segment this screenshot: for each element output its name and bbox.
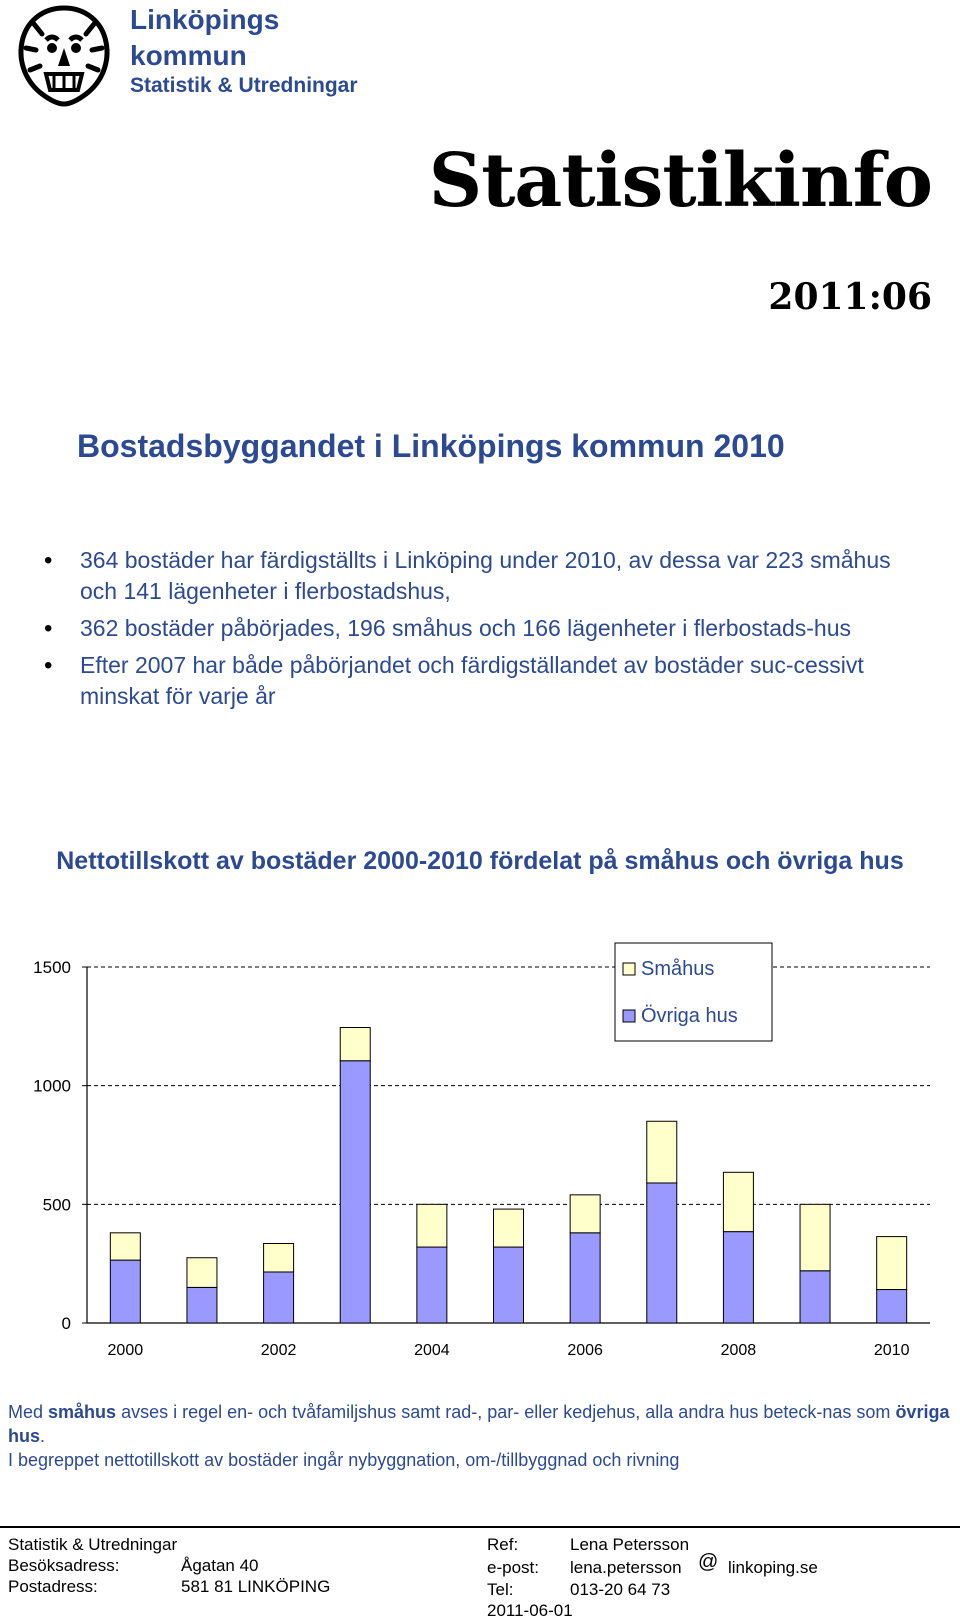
- bar-smahus: [340, 1028, 370, 1061]
- y-tick-label: 1000: [33, 1076, 71, 1096]
- bar-ovriga-hus: [340, 1061, 370, 1323]
- y-tick-label: 1500: [33, 958, 71, 977]
- bar-smahus: [264, 1243, 294, 1271]
- footer-email-domain[interactable]: linkoping.se: [728, 1558, 818, 1577]
- term-ovriga-hus: övriga hus: [8, 1402, 950, 1446]
- footer-tel-number: 013-20 64 73: [570, 1580, 671, 1599]
- bar-ovriga-hus: [570, 1233, 600, 1323]
- org-department: Statistik & Utredningar: [130, 74, 358, 97]
- bar-smahus: [877, 1237, 907, 1290]
- stacked-bar-chart: [0, 920, 960, 1359]
- bar-ovriga-hus: [264, 1272, 294, 1323]
- legend-label: Småhus: [641, 958, 715, 980]
- bar-smahus: [723, 1172, 753, 1231]
- footer-email-user[interactable]: lena.petersson: [570, 1558, 682, 1577]
- bar-smahus: [800, 1204, 830, 1270]
- y-tick-label: 0: [61, 1314, 71, 1333]
- footer-ref-label: Ref:: [487, 1535, 519, 1554]
- x-tick-label: 2004: [414, 1342, 450, 1359]
- bar-smahus: [110, 1233, 140, 1260]
- footer-tel-label: Tel:: [487, 1580, 514, 1599]
- bar-smahus: [187, 1258, 217, 1288]
- issue-number: 2011:06: [768, 276, 932, 318]
- x-tick-label: 2002: [260, 1342, 297, 1359]
- footer-ref-name: Lena Petersson: [570, 1535, 690, 1554]
- bar-smahus: [570, 1195, 600, 1233]
- page-heading: Bostadsbyggandet i Linköpings kommun 2010: [77, 428, 785, 464]
- summary-bullets: [80, 545, 920, 718]
- note-paragraph-1: Med småhus avses i regel en- och tvåfamiljshus samt rad-, par- eller kedjehus, alla andra hus beteck-nas som övriga hus.: [8, 1402, 950, 1446]
- footer-visit-address: Ågatan 40: [181, 1556, 259, 1575]
- at-sign-icon: @: [698, 1551, 719, 1573]
- bar-ovriga-hus: [647, 1183, 677, 1323]
- note-paragraph-2: I begreppet nettotillskott av bostäder ingår nybyggnation, om-/tillbyggnad och rivning: [8, 1450, 680, 1470]
- bar-smahus: [647, 1121, 677, 1183]
- bullet-item: • Efter 2007 har både påbörjandet och färdigställandet av bostäder suc-cessivt minskat för varje år: [80, 650, 920, 712]
- footer-post-address: 581 81 LINKÖPING: [181, 1577, 331, 1596]
- bar-ovriga-hus: [494, 1247, 524, 1323]
- org-name-line2: kommun: [130, 40, 247, 71]
- document-title: Statistikinfo: [428, 138, 932, 224]
- footer-email-label: e-post:: [487, 1558, 539, 1577]
- footer-post-label: Postadress:: [8, 1577, 98, 1596]
- bullet-item: • 364 bostäder har färdigställts i Linköping under 2010, av dessa var 223 småhus och 141 lägenheter i flerbostadshus,: [80, 545, 920, 607]
- chart-title: Nettotillskott av bostäder 2000-2010 fördelat på småhus och övriga hus: [56, 847, 904, 875]
- footer-date: 2011-06-01: [487, 1601, 573, 1620]
- lion-crest-logo: [12, 4, 116, 108]
- org-name-line1: Linköpings: [130, 4, 280, 35]
- legend-label: Övriga hus: [641, 1005, 738, 1027]
- x-tick-label: 2006: [567, 1342, 603, 1359]
- bar-smahus: [494, 1209, 524, 1247]
- bar-ovriga-hus: [417, 1247, 447, 1323]
- bar-ovriga-hus: [723, 1232, 753, 1323]
- bar-ovriga-hus: [800, 1271, 830, 1323]
- x-tick-label: 2000: [107, 1342, 144, 1359]
- footer-divider: [0, 1526, 960, 1528]
- bar-ovriga-hus: [877, 1290, 907, 1323]
- term-smahus: småhus: [48, 1402, 117, 1422]
- bullet-item: • 362 bostäder påbörjades, 196 småhus och 166 lägenheter i flerbostads-hus: [80, 613, 920, 644]
- x-tick-label: 2008: [720, 1342, 757, 1359]
- footer-org: Statistik & Utredningar: [8, 1535, 178, 1554]
- definition-note: [8, 1400, 952, 1472]
- footer-visit-label: Besöksadress:: [8, 1556, 120, 1575]
- x-tick-label: 2010: [873, 1342, 910, 1359]
- legend-swatch: [623, 1010, 635, 1022]
- legend-swatch: [623, 963, 635, 975]
- bar-smahus: [417, 1204, 447, 1247]
- org-name: [130, 2, 279, 74]
- y-tick-label: 500: [42, 1195, 71, 1215]
- bar-ovriga-hus: [110, 1260, 140, 1323]
- bar-ovriga-hus: [187, 1287, 217, 1323]
